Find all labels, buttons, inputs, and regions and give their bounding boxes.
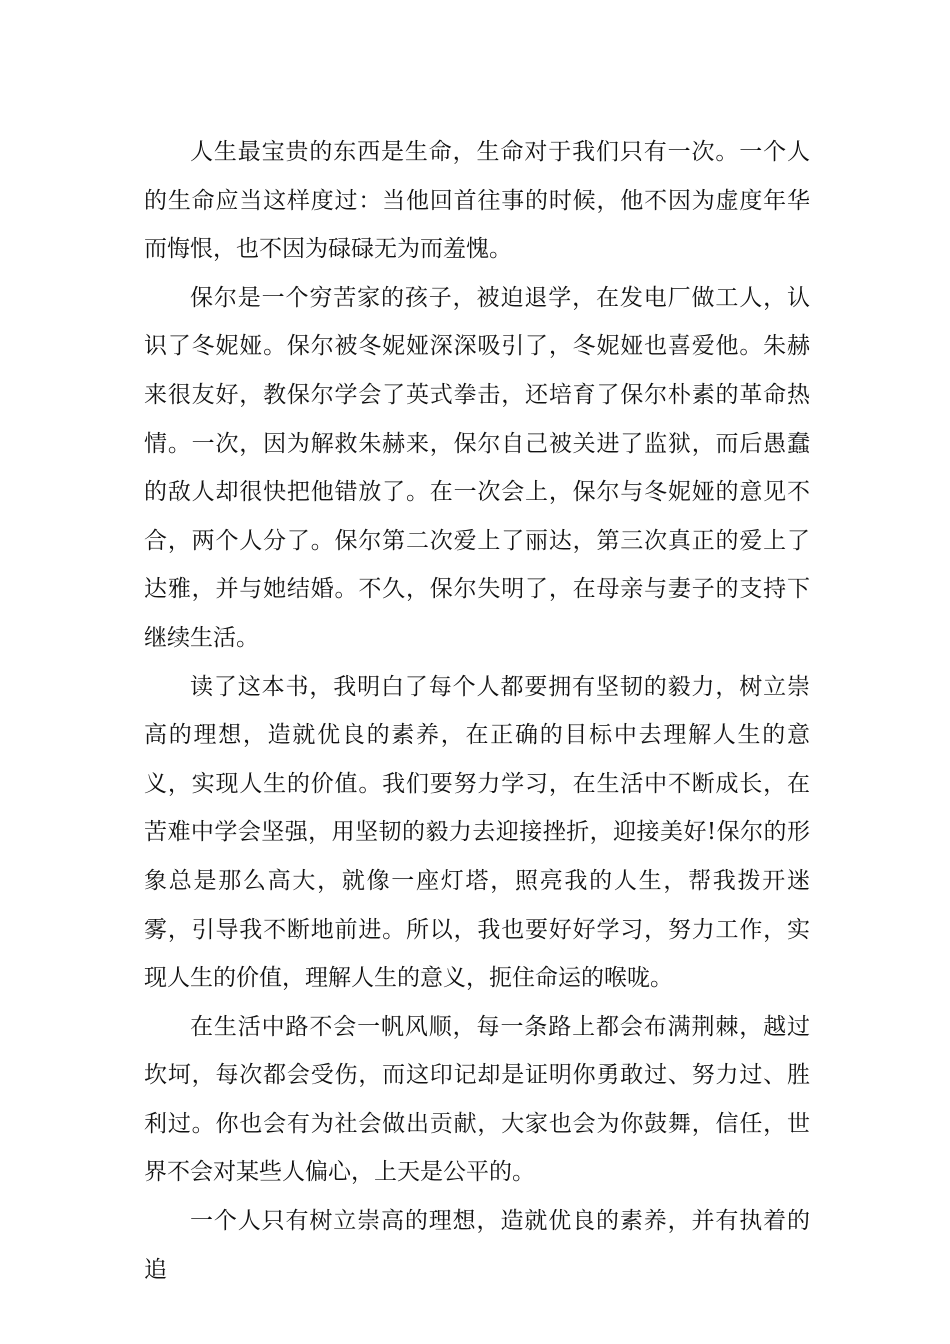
paragraph-3: 读了这本书，我明白了每个人都要拥有坚韧的毅力，树立崇高的理想，造就优良的素养，在正确的目标中去理解人生的意义，实现人生的价值。我们要努力学习，在生活中不断成长，在苦难中学会坚强，用坚韧的毅力去迎接挫折，迎接美好!保尔的形象总是那么高大，就像一座灯塔，照亮我的人生，帮我拨开迷雾，引导我不断地前进。所以，我也要好好学习，努力工作，实现人生的价值，理解人生的意义，扼住命运的喉咙。: [144, 673, 810, 992]
paragraph-2: 保尔是一个穷苦家的孩子，被迫退学，在发电厂做工人，认识了冬妮娅。保尔被冬妮娅深深吸引了，冬妮娅也喜爱他。朱赫来很友好，教保尔学会了英式拳击，还培育了保尔朴素的革命热情。一次，因为解救朱赫来，保尔自己被关进了监狱，而后愚蠢的敌人却很快把他错放了。在一次会上，保尔与冬妮娅的意见不合，两个人分了。保尔第二次爱上了丽达，第三次真正的爱上了达雅，并与她结婚。不久，保尔失明了，在母亲与妻子的支持下继续生活。: [144, 284, 810, 651]
paragraph-4: 在生活中路不会一帆风顺，每一条路上都会布满荆棘，越过坎坷，每次都会受伤，而这印记却是证明你勇敢过、努力过、胜利过。你也会有为社会做出贡献，大家也会为你鼓舞，信任，世界不会对某些人偏心，上天是公平的。: [144, 1013, 810, 1186]
document-body: [144, 128, 810, 1294]
paragraph-1: 人生最宝贵的东西是生命，生命对于我们只有一次。一个人的生命应当这样度过：当他回首往事的时候，他不因为虚度年华而悔恨，也不因为碌碌无为而羞愧。: [144, 139, 810, 263]
paragraph-5: 一个人只有树立崇高的理想，造就优良的素养，并有执着的追: [144, 1208, 810, 1283]
